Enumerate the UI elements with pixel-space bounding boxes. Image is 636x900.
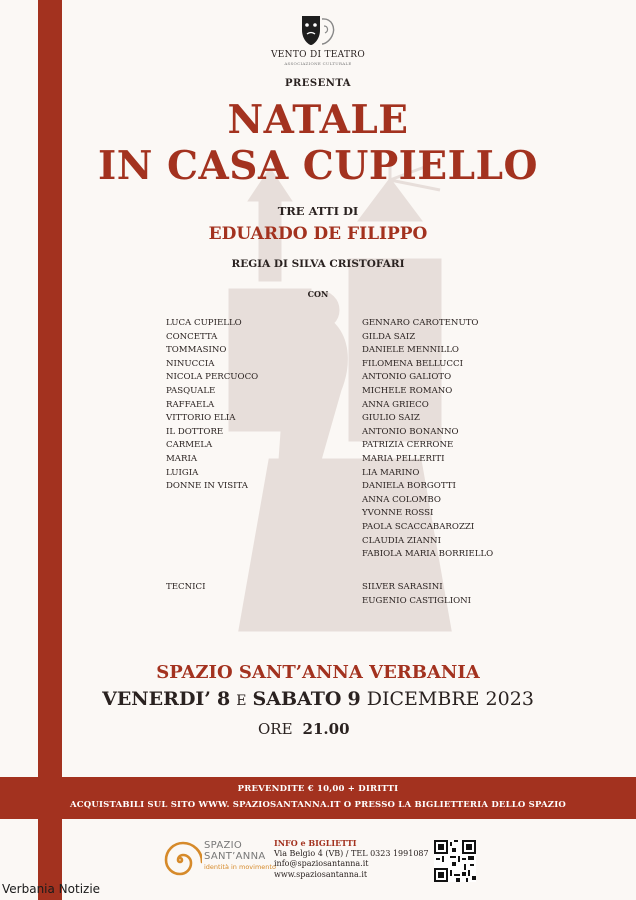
venue-name: SPAZIO SANT’ANNA VERBANIA (156, 662, 480, 683)
cast-actor: ANNA GRIECO (362, 399, 429, 410)
cast-actor: ANTONIO BONANNO (362, 426, 459, 437)
cast-actor: GENNARO CAROTENUTO (362, 318, 479, 328)
performance-dates (0, 688, 636, 710)
cast-row (0, 549, 636, 562)
cast-role: TOMMASINO (166, 345, 227, 356)
cast-actor: ANTONIO GALIOTO (362, 372, 452, 383)
date-month-year: DICEMBRE 2023 (366, 688, 534, 710)
cast-row (0, 359, 636, 372)
watermark-text: Verbania Notizie (2, 882, 101, 896)
director-credit: REGIA DI SILVA CRISTOFARI (231, 258, 405, 270)
organizer-name: VENTO DI TEATRO (270, 50, 366, 60)
cast-row (0, 400, 636, 413)
spiral-logo-icon (158, 838, 202, 882)
cast-row (0, 372, 636, 385)
cast-actor: FILOMENA BELLUCCI (362, 358, 463, 369)
cast-row (0, 468, 636, 481)
purchase-info: ACQUISTABILI SUL SITO WWW. SPAZIOSANTANNA.IT O PRESSO LA BIGLIETTERIA DELLO SPAZIO (70, 800, 566, 810)
venue-brand-tagline: identità in movimento (204, 863, 276, 871)
cast-actor: GILDA SAIZ (362, 331, 416, 342)
contact-info (274, 838, 429, 880)
date-day2: SABATO (252, 688, 342, 710)
cast-role: NICOLA PERCUOCO (166, 372, 259, 383)
cast-row (0, 481, 636, 494)
play-title-line2: IN CASA CUPIELLO (98, 143, 538, 189)
cast-role: CONCETTA (166, 331, 218, 342)
cast-row (0, 440, 636, 453)
date-day1: VENERDI’ (102, 688, 211, 710)
cast-actor: DANIELE MENNILLO (362, 345, 459, 356)
play-title-line1: NATALE (227, 97, 409, 143)
info-title: INFO e BIGLIETTI (274, 838, 357, 848)
cast-row (0, 386, 636, 399)
cast-heading: CON (307, 289, 329, 299)
cast-role: LUCA CUPIELLO (166, 318, 242, 328)
cast-role: IL DOTTORE (166, 426, 224, 437)
cast-row (0, 508, 636, 521)
date-conjunction: E (236, 693, 247, 709)
cast-actor: DANIELA BORGOTTI (362, 481, 456, 492)
cast-row (0, 454, 636, 467)
venue-brand (204, 840, 276, 871)
cast-actor: FABIOLA MARIA BORRIELLO (362, 549, 494, 560)
cast-role: LUIGIA (166, 467, 199, 478)
cast-role: NINUCCIA (166, 358, 215, 369)
cast-row (0, 345, 636, 358)
cast-actor: LIA MARINO (362, 467, 420, 478)
organizer-tagline: ASSOCIAZIONE CULTURALE (284, 61, 352, 66)
email-link[interactable]: info@spaziosantanna.it (274, 859, 369, 868)
author-name: EDUARDO DE FILIPPO (208, 224, 428, 244)
address: Via Belgio 4 (VB) / TEL 0323 1991087 (274, 848, 429, 858)
cast-role: VITTORIO ELIA (166, 413, 236, 424)
cast-actor: PATRIZIA CERRONE (362, 440, 454, 451)
cast-actor: GIULIO SAIZ (362, 413, 420, 424)
cast-row (0, 427, 636, 440)
cast-actor: SILVER SARASINI (362, 582, 443, 592)
date-num1: 8 (216, 688, 231, 710)
cast-actor: CLAUDIA ZIANNI (362, 535, 441, 546)
website-link[interactable]: www.spaziosantanna.it (274, 869, 368, 879)
cast-actor: MICHELE ROMANO (362, 386, 453, 396)
cast-actor: EUGENIO CASTIGLIONI (362, 595, 472, 606)
cast-actor: MARIA PELLERITI (362, 454, 445, 464)
qr-code-icon[interactable] (434, 840, 476, 882)
cast-row (0, 536, 636, 549)
cast-row (0, 582, 636, 595)
organizer-logo (268, 14, 368, 66)
showtime-value: 21.00 (302, 720, 350, 738)
cast-actor: PAOLA SCACCABAROZZI (362, 522, 475, 532)
acts-label: TRE ATTI DI (277, 204, 359, 218)
venue-brand-line1: SPAZIO (204, 840, 243, 851)
cast-role: PASQUALE (166, 386, 216, 396)
theatre-mask-icon (296, 14, 340, 48)
cast-row (0, 318, 636, 331)
cast-row (0, 413, 636, 426)
cast-role: RAFFAELA (166, 399, 215, 410)
cast-row (0, 522, 636, 535)
cast-role: CARMELA (166, 440, 213, 451)
cast-row (0, 332, 636, 345)
presale-price: PREVENDITE € 10,00 + DIRITTI (237, 784, 399, 794)
cast-row (0, 495, 636, 508)
cast-role: TECNICI (166, 582, 206, 592)
cast-role: MARIA (166, 454, 198, 464)
date-num2: 9 (347, 688, 361, 710)
cast-role: DONNE IN VISITA (166, 481, 248, 492)
presenta-label: PRESENTA (284, 78, 352, 89)
venue-brand-line2: SANT’ANNA (204, 851, 266, 862)
showtime-label: ORE (258, 720, 293, 738)
cast-actor: ANNA COLOMBO (362, 494, 441, 505)
cast-actor: YVONNE ROSSI (362, 508, 434, 519)
showtime (258, 720, 350, 738)
ticket-info-band (0, 777, 636, 819)
cast-row (0, 596, 636, 609)
